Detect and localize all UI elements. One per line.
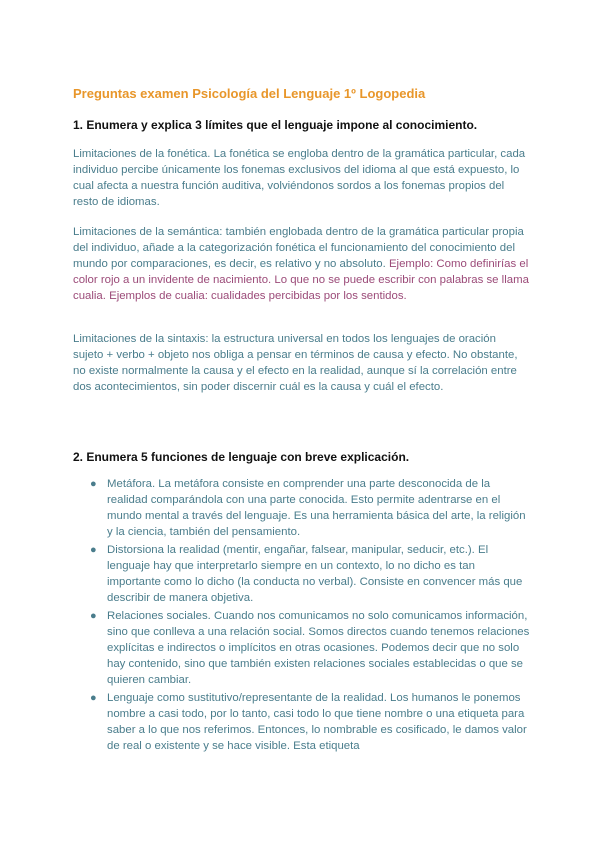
phonetics-paragraph: Limitaciones de la fonética. La fonética se engloba dentro de la gramática particular, cada individuo percibe únicamente los fonemas exclusivos del idioma al que está expuesto, lo cual afecta a nuestra función auditiva, volviéndonos sordos a los fonemas propios del resto de idiomas. <box>73 148 526 208</box>
list-item: ● Distorsiona la realidad (mentir, engañar, falsear, manipular, seducir, etc.). El lenguaje hay que interpretarlo siempre en un contexto, lo no dicho es tan importante como lo dicho (la conducta no verbal). Consiste en convencer más que describir de manera objetiva. <box>90 544 523 604</box>
semantics-paragraph <box>73 224 529 304</box>
functions-list <box>90 476 530 756</box>
list-item: ● Lenguaje como sustitutivo/representante de la realidad. Los humanos le ponemos nombre a casi todo, por lo tanto, casi todo lo que tiene nombre o una etiqueta para saber a lo que nos referimos. Entonces, lo nombrable es cosificado, le damos valor de real o existente y se hace visible. Esta etiqueta <box>90 692 527 752</box>
bullet-icon: ● <box>90 692 97 704</box>
bullet-icon: ● <box>90 610 97 622</box>
syntax-paragraph: Limitaciones de la sintaxis: la estructura universal en todos los lenguajes de oración sujeto + verbo + objeto nos obliga a pensar en términos de causa y efecto. No obstante, no existe normalmente la causa y el efecto en la realidad, aunque sí la correlación entre dos acontecimientos, sin poder discernir cuál es la causa y cuál el efecto. <box>73 333 518 393</box>
question-2-heading: 2. Enumera 5 funciones de lenguaje con breve explicación. <box>73 450 410 464</box>
question-1-heading: 1. Enumera y explica 3 límites que el lenguaje impone al conocimiento. <box>73 118 478 132</box>
bullet-icon: ● <box>90 544 97 556</box>
semantics-example: Ejemplo: Como definirías el color rojo a un invidente de nacimiento. Lo que no se puede escribir con palabras se llama cualia. Ejemplos de cualia: cualidades percibidas por los sentidos. <box>73 258 529 302</box>
list-item: ● Metáfora. La metáfora consiste en comprender una parte desconocida de la realidad comparándola con una parte conocida. Esto permite adentrarse en el mundo mental a través del lenguaje. Es una herramienta básica del arte, la religión y la ciencia, también del pensamiento. <box>90 478 526 538</box>
bullet-icon: ● <box>90 478 97 490</box>
list-item: ● Relaciones sociales. Cuando nos comunicamos no solo comunicamos información, sino que conlleva a una relación social. Somos directos cuando tenemos relaciones explícitas e indirectos o implícitos en otras ocasiones. Podemos decir que no solo hay contenido, sino que también existen relaciones sociales establecidas o que se quieren cambiar. <box>90 610 530 686</box>
semantics-text: Limitaciones de la semántica: también englobada dentro de la gramática particular propia del individuo, añade a la categorización fonética el funcionamiento del conocimiento del mundo por comparaciones, es decir, es relativo y no absoluto. <box>73 226 524 270</box>
document-title: Preguntas examen Psicología del Lenguaje 1º Logopedia <box>73 86 426 101</box>
